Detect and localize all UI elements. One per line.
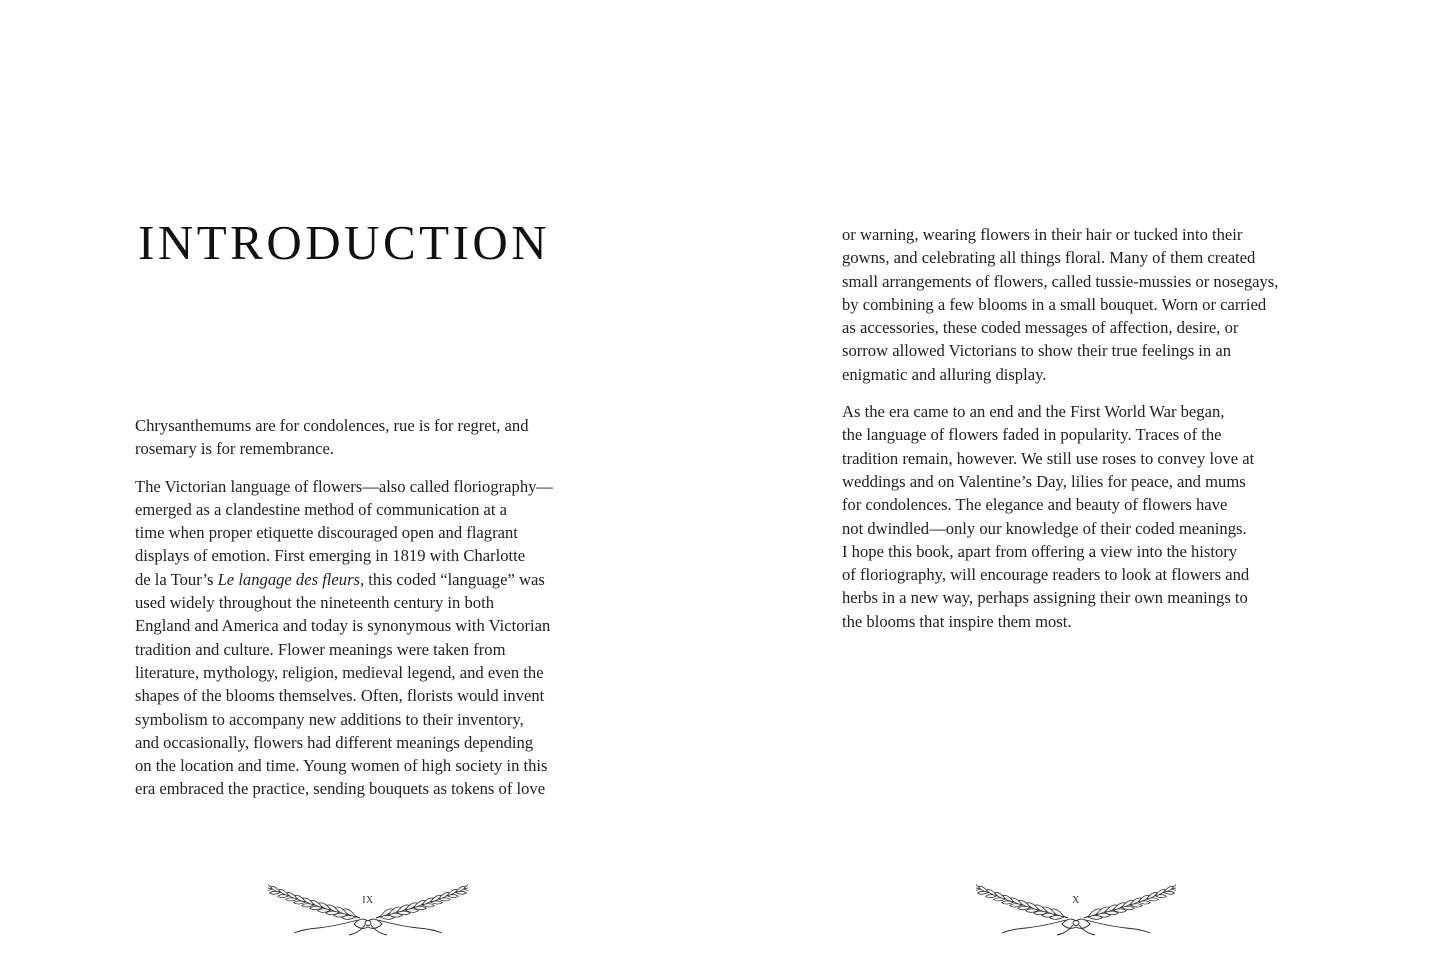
laurel-wreath-icon	[976, 880, 1176, 940]
text-line: As the era came to an end and the First World War began,	[842, 402, 1225, 422]
text-line: used widely throughout the nineteenth century in both	[135, 593, 494, 613]
text-line: displays of emotion. First emerging in 1819 with Charlotte	[135, 546, 526, 566]
left-page	[0, 0, 722, 963]
text-line: herbs in a new way, perhaps assigning their own meanings to	[842, 588, 1248, 608]
text-line: shapes of the blooms themselves. Often, florists would invent	[135, 686, 545, 706]
page-folio-right	[976, 880, 1176, 940]
text-line: small arrangements of flowers, called tussie-mussies or nosegays,	[842, 271, 1279, 291]
text-line: on the location and time. Young women of high society in this	[135, 756, 548, 776]
book-title-italic: Le langage des fleurs,	[217, 569, 365, 589]
text-line: emerged as a clandestine method of communication at a	[135, 499, 507, 519]
left-page-body	[135, 414, 605, 815]
right-page	[722, 0, 1445, 963]
text-line: gowns, and celebrating all things floral. Many of them created	[842, 248, 1256, 268]
text-line: enigmatic and alluring display.	[842, 364, 1047, 384]
page-number: IX	[362, 895, 374, 906]
text-line: the language of flowers faded in popularity. Traces of the	[842, 425, 1222, 445]
text-line: time when proper etiquette discouraged open and flagrant	[135, 523, 518, 543]
paragraph-epigraph	[135, 414, 605, 461]
page-number: X	[1072, 895, 1080, 906]
paragraph-legacy	[842, 400, 1322, 633]
text-line: sorrow allowed Victorians to show their true feelings in an	[842, 341, 1232, 361]
text-fragment: de la Tour’s	[135, 569, 218, 589]
paragraph-victorian-customs	[842, 223, 1322, 386]
text-line: weddings and on Valentine’s Day, lilies for peace, and mums	[842, 471, 1246, 491]
text-line: rosemary is for remembrance.	[135, 439, 335, 459]
text-line: literature, mythology, religion, medieval legend, and even the	[135, 662, 544, 682]
text-fragment: this coded “language” was	[364, 569, 545, 589]
laurel-wreath-icon	[268, 880, 468, 940]
chapter-title: INTRODUCTION	[138, 215, 551, 270]
text-line: not dwindled—only our knowledge of their coded meanings.	[842, 518, 1247, 538]
text-line: tradition and culture. Flower meanings were taken from	[135, 639, 506, 659]
paragraph-floriography	[135, 475, 605, 801]
text-line: I hope this book, apart from offering a view into the history	[842, 541, 1238, 561]
right-page-body	[842, 223, 1322, 647]
text-line: era embraced the practice, sending bouquets as tokens of love	[135, 779, 546, 799]
page-folio-left	[268, 880, 468, 940]
text-line: by combining a few blooms in a small bouquet. Worn or carried	[842, 294, 1267, 314]
text-line: for condolences. The elegance and beauty of flowers have	[842, 495, 1228, 515]
text-line: or warning, wearing flowers in their hair or tucked into their	[842, 225, 1243, 244]
text-line: symbolism to accompany new additions to their inventory,	[135, 709, 524, 729]
text-line: Chrysanthemums are for condolences, rue is for regret, and	[135, 416, 529, 435]
text-line: of floriography, will encourage readers to look at flowers and	[842, 565, 1250, 585]
text-line: as accessories, these coded messages of affection, desire, or	[842, 318, 1239, 338]
text-line: England and America and today is synonymous with Victorian	[135, 616, 551, 636]
text-line: the blooms that inspire them most.	[842, 611, 1072, 631]
text-line: The Victorian language of flowers—also called floriography—	[135, 476, 554, 496]
text-line: and occasionally, flowers had different meanings depending	[135, 732, 534, 752]
text-line: tradition remain, however. We still use roses to convey love at	[842, 448, 1255, 468]
text-line-with-book-title	[135, 568, 605, 591]
